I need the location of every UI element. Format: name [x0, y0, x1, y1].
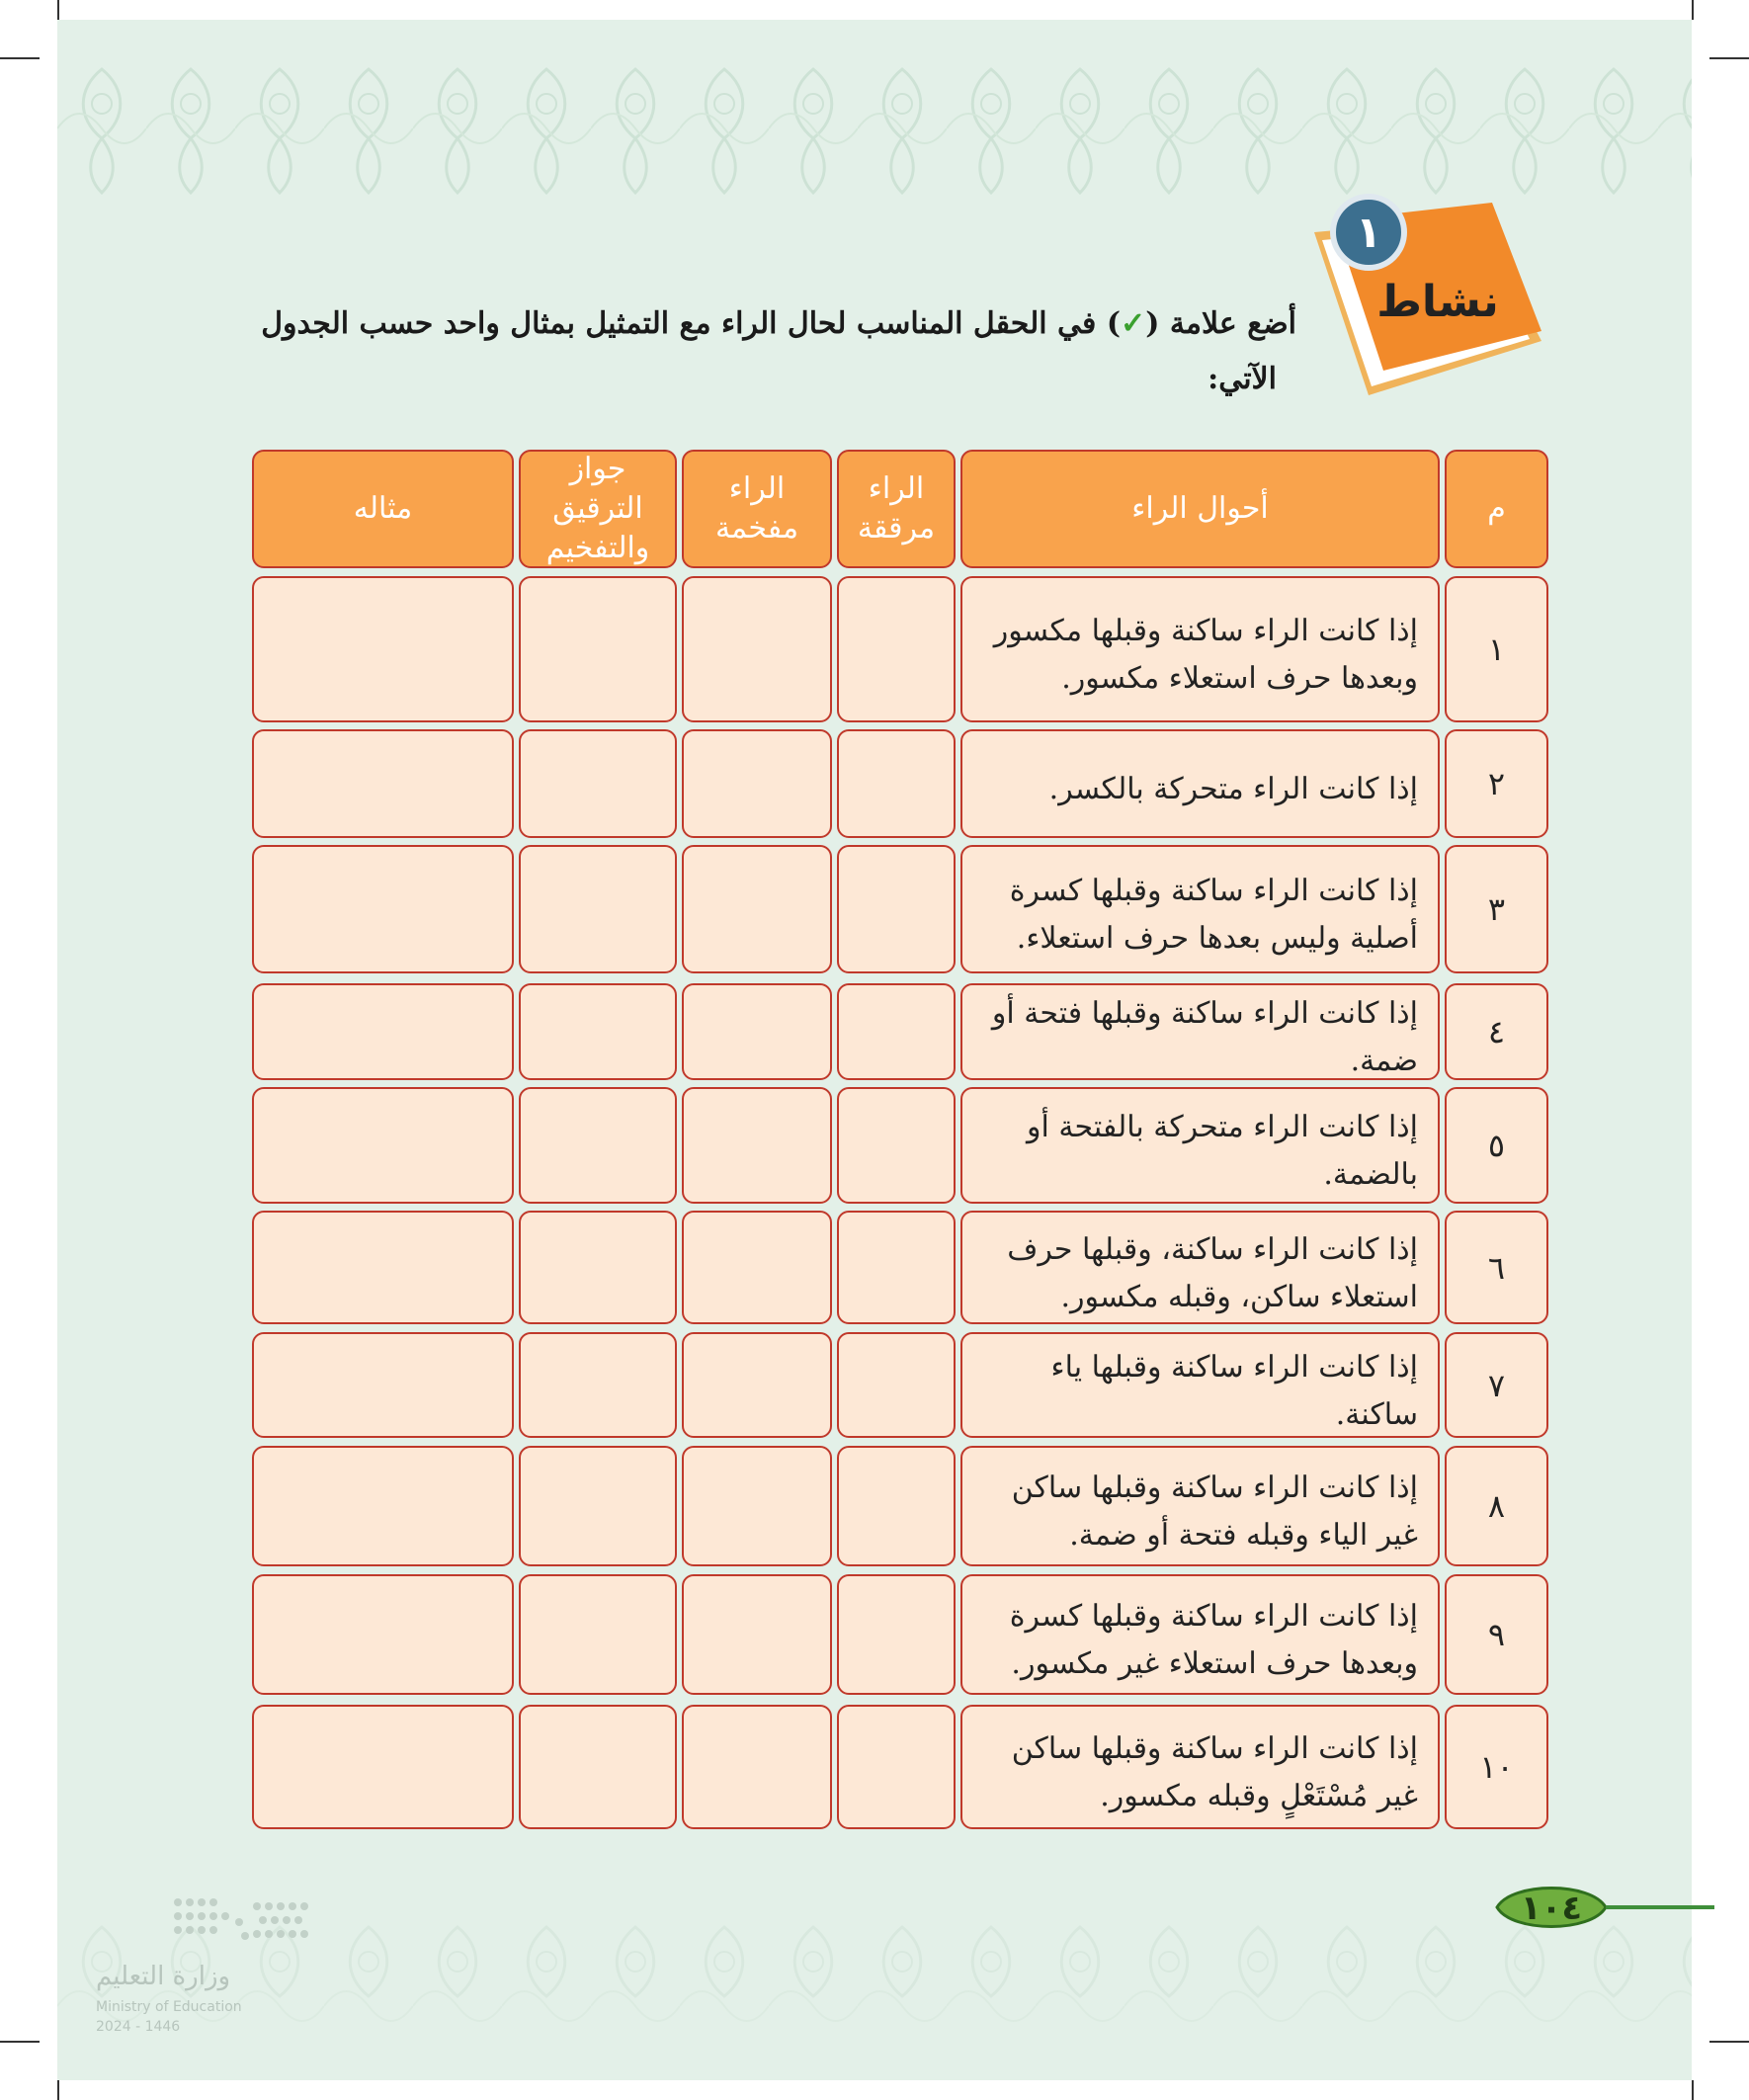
mufakhkhama-check-cell[interactable]	[682, 1087, 832, 1204]
mufakhkhama-check-cell[interactable]	[682, 1446, 832, 1566]
muraqqaqa-check-cell[interactable]	[837, 1211, 956, 1324]
mufakhkhama-check-cell[interactable]	[682, 1211, 832, 1324]
activity-badge	[1275, 193, 1541, 410]
crop-mark	[57, 0, 59, 20]
example-input-cell[interactable]	[252, 1332, 514, 1438]
mufakhkhama-check-cell[interactable]	[682, 729, 832, 838]
crop-mark	[1709, 57, 1749, 59]
muraqqaqa-check-cell[interactable]	[837, 729, 956, 838]
example-input-cell[interactable]	[252, 983, 514, 1080]
row-number: ٨	[1445, 1446, 1548, 1566]
example-input-cell[interactable]	[252, 729, 514, 838]
header-mufakhkhama: الراء مفخمة	[682, 450, 832, 568]
example-input-cell[interactable]	[252, 1705, 514, 1829]
ministry-name-en: Ministry of Education	[96, 1999, 242, 2015]
jawaz-check-cell[interactable]	[519, 1211, 677, 1324]
mufakhkhama-check-cell[interactable]	[682, 1705, 832, 1829]
crop-mark	[1692, 0, 1694, 20]
jawaz-check-cell[interactable]	[519, 1574, 677, 1695]
muraqqaqa-check-cell[interactable]	[837, 983, 956, 1080]
row-number: ٣	[1445, 845, 1548, 973]
muraqqaqa-check-cell[interactable]	[837, 1087, 956, 1204]
row-condition: إذا كانت الراء ساكنة وقبلها كسرة أصلية وليس بعدها حرف استعلاء.	[960, 845, 1440, 973]
row-number: ١	[1445, 576, 1548, 722]
row-condition: إذا كانت الراء ساكنة وقبلها مكسور وبعدها حرف استعلاء مكسور.	[960, 576, 1440, 722]
top-ornament	[57, 59, 1692, 198]
mufakhkhama-check-cell[interactable]	[682, 845, 832, 973]
ministry-dots-icon	[168, 1892, 326, 1948]
row-number: ٦	[1445, 1211, 1548, 1324]
row-number: ٥	[1445, 1087, 1548, 1204]
crop-mark	[0, 57, 40, 59]
ministry-logo	[94, 1892, 292, 2041]
instruction-line-1: أضع علامة (✓) في الحقل المناسب لحال الراء مع التمثيل بمثال واحد حسب الجدول	[261, 306, 1296, 341]
badge-label: نشاط	[1376, 277, 1499, 327]
instruction-line-2: الآتي:	[1208, 362, 1277, 396]
example-input-cell[interactable]	[252, 845, 514, 973]
activity-instruction	[229, 296, 1296, 407]
header-cases: أحوال الراء	[960, 450, 1440, 568]
muraqqaqa-check-cell[interactable]	[837, 1332, 956, 1438]
jawaz-check-cell[interactable]	[519, 1705, 677, 1829]
example-input-cell[interactable]	[252, 1087, 514, 1204]
mufakhkhama-check-cell[interactable]	[682, 576, 832, 722]
example-input-cell[interactable]	[252, 1446, 514, 1566]
jawaz-check-cell[interactable]	[519, 1446, 677, 1566]
example-input-cell[interactable]	[252, 1211, 514, 1324]
jawaz-check-cell[interactable]	[519, 845, 677, 973]
mufakhkhama-check-cell[interactable]	[682, 983, 832, 1080]
muraqqaqa-check-cell[interactable]	[837, 845, 956, 973]
row-condition: إذا كانت الراء ساكنة وقبلها فتحة أو ضمة.	[960, 983, 1440, 1080]
row-condition: إذا كانت الراء ساكنة وقبلها ياء ساكنة.	[960, 1332, 1440, 1438]
example-input-cell[interactable]	[252, 1574, 514, 1695]
muraqqaqa-check-cell[interactable]	[837, 1574, 956, 1695]
crop-mark	[1692, 2080, 1694, 2100]
rules-table	[252, 450, 1548, 1833]
page-number: ١٠٤	[1520, 1889, 1583, 1928]
crop-mark	[0, 2041, 40, 2043]
muraqqaqa-check-cell[interactable]	[837, 1705, 956, 1829]
header-muraqqaqa: الراء مرققة	[837, 450, 956, 568]
crop-mark	[1709, 2041, 1749, 2043]
jawaz-check-cell[interactable]	[519, 576, 677, 722]
row-condition: إذا كانت الراء ساكنة وقبلها ساكن غير الياء وقبله فتحة أو ضمة.	[960, 1446, 1440, 1566]
jawaz-check-cell[interactable]	[519, 729, 677, 838]
muraqqaqa-check-cell[interactable]	[837, 1446, 956, 1566]
footer-rule	[1606, 1905, 1714, 1909]
row-condition: إذا كانت الراء ساكنة، وقبلها حرف استعلاء ساكن، وقبله مكسور.	[960, 1211, 1440, 1324]
mufakhkhama-check-cell[interactable]	[682, 1332, 832, 1438]
jawaz-check-cell[interactable]	[519, 1332, 677, 1438]
mufakhkhama-check-cell[interactable]	[682, 1574, 832, 1695]
jawaz-check-cell[interactable]	[519, 1087, 677, 1204]
header-index: م	[1445, 450, 1548, 568]
page-number-badge	[1487, 1880, 1616, 1935]
row-condition: إذا كانت الراء ساكنة وقبلها كسرة وبعدها حرف استعلاء غير مكسور.	[960, 1574, 1440, 1695]
example-input-cell[interactable]	[252, 576, 514, 722]
row-condition: إذا كانت الراء ساكنة وقبلها ساكن غير مُسْتَعْلٍ وقبله مكسور.	[960, 1705, 1440, 1829]
row-number: ٧	[1445, 1332, 1548, 1438]
jawaz-check-cell[interactable]	[519, 983, 677, 1080]
row-number: ١٠	[1445, 1705, 1548, 1829]
header-example: مثاله	[252, 450, 514, 568]
ministry-year: 2024 - 1446	[96, 2019, 181, 2035]
badge-number: ١	[1355, 208, 1382, 258]
row-number: ٢	[1445, 729, 1548, 838]
row-condition: إذا كانت الراء متحركة بالكسر.	[960, 729, 1440, 838]
row-number: ٤	[1445, 983, 1548, 1080]
header-jawaz: جواز الترقيق والتفخيم	[519, 450, 677, 568]
check-mark-icon: ✓	[1121, 306, 1146, 341]
muraqqaqa-check-cell[interactable]	[837, 576, 956, 722]
row-condition: إذا كانت الراء متحركة بالفتحة أو بالضمة.	[960, 1087, 1440, 1204]
row-number: ٩	[1445, 1574, 1548, 1695]
crop-mark	[57, 2080, 59, 2100]
ministry-name-ar: وزارة التعليم	[96, 1962, 231, 1991]
